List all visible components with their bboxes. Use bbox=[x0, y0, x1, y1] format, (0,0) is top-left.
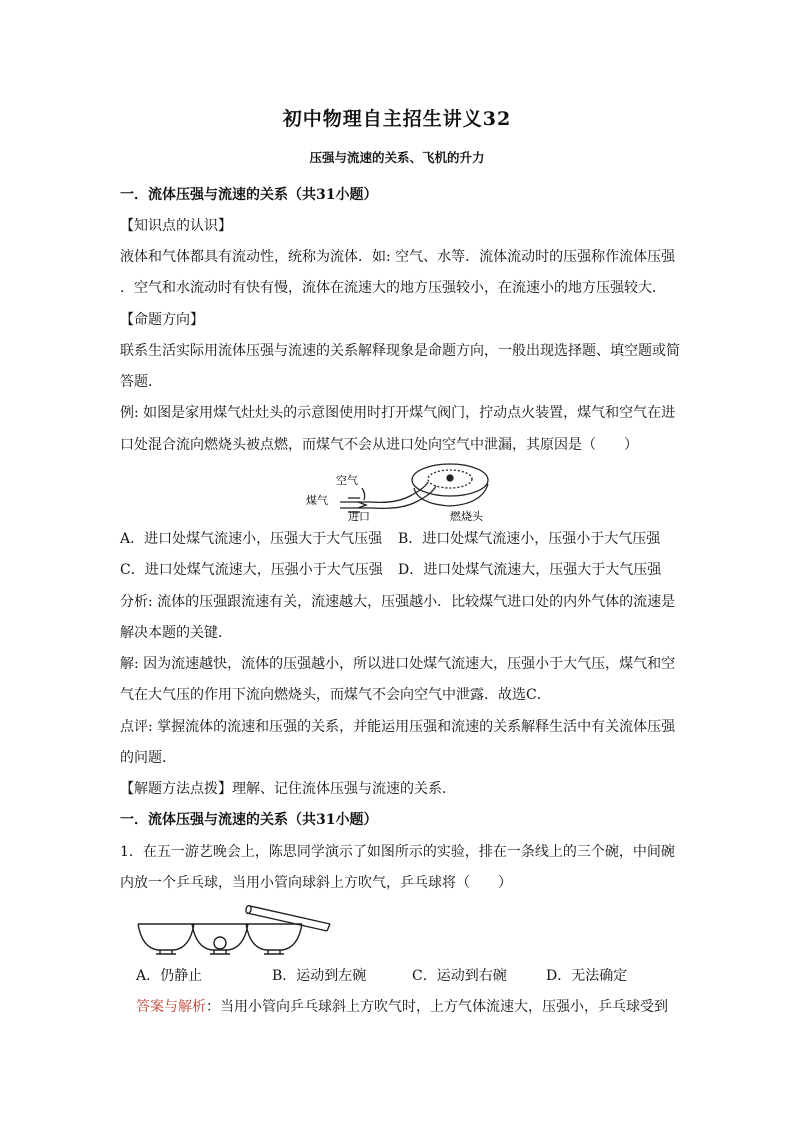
example-text: 例: 如图是家用煤气灶灶头的示意图使用时打开煤气阀门，拧动点火装置，煤气和空气在进 bbox=[120, 405, 676, 421]
method-text: 【解题方法点拨】理解、记住流体压强与流速的关系． bbox=[120, 781, 456, 797]
section-heading: 一．流体压强与流速的关系（共31小题） bbox=[120, 187, 378, 203]
knowledge-text: 液体和气体都具有流动性，统称为流体．如: 空气、水等．流体流动时的压强称作流体压强 bbox=[120, 249, 676, 265]
example-option-d: D．进口处煤气流速大，压强大于大气压强 bbox=[398, 562, 662, 578]
solution-text: 解: 因为流速越快，流体的压强越小，所以进口处煤气流速大，压强小于大气压，煤气和空 bbox=[120, 656, 676, 672]
answer-label: 答案与解析 bbox=[136, 999, 206, 1015]
example-option-c: C．进口处煤气流速大，压强小于大气压强 bbox=[120, 562, 383, 578]
knowledge-label: 【知识点的认识】 bbox=[120, 218, 232, 234]
q1-option-b: B．运动到左碗 bbox=[272, 968, 367, 984]
q1-option-c: C．运动到右碗 bbox=[412, 968, 507, 984]
analysis-text: 解决本题的关键． bbox=[120, 625, 232, 641]
example-option-a: A．进口处煤气流速小，压强大于大气压强 bbox=[120, 531, 383, 547]
question-text: 内放一个乒乓球，当用小管向球斜上方吹气，乒乓球将（ ） bbox=[120, 875, 512, 891]
label-inlet: 进口 bbox=[348, 511, 370, 523]
label-gas: 煤气 bbox=[306, 495, 328, 507]
page-title: 初中物理自主招生讲义32 bbox=[282, 108, 512, 130]
knowledge-text: ．空气和水流动时有快有慢，流体在流速大的地方压强较小，在流速小的地方压强较大． bbox=[120, 280, 666, 296]
q1-option-a: A．仍静止 bbox=[136, 968, 203, 984]
answer-line bbox=[136, 998, 668, 1016]
page-subtitle: 压强与流速的关系、飞机的升力 bbox=[309, 150, 485, 165]
example-option-b: B．进口处煤气流速小，压强小于大气压强 bbox=[398, 531, 661, 547]
direction-text: 联系生活实际用流体压强与流速的关系解释现象是命题方向，一般出现选择题、填空题或简 bbox=[120, 343, 680, 359]
bowls-figure bbox=[136, 898, 336, 960]
gas-stove-figure bbox=[300, 462, 510, 524]
q1-option-d: D．无法确定 bbox=[546, 968, 628, 984]
direction-label: 【命题方向】 bbox=[120, 312, 204, 328]
direction-text: 答题． bbox=[120, 374, 162, 390]
comment-text: 的问题． bbox=[120, 750, 176, 766]
section-heading: 一．流体压强与流速的关系（共31小题） bbox=[120, 812, 378, 828]
answer-text: ：当用小管向乒乓球斜上方吹气时，上方气体流速大，压强小，乒乓球受到 bbox=[206, 999, 668, 1015]
label-air: 空气 bbox=[336, 475, 358, 487]
comment-text: 点评: 掌握流体的流速和压强的关系，并能运用压强和流速的关系解释生活中有关流体压强 bbox=[120, 719, 676, 735]
analysis-text: 分析: 流体的压强跟流速有关，流速越大，压强越小．比较煤气进口处的内外气体的流速是 bbox=[120, 594, 676, 610]
solution-text: 气在大气压的作用下流向燃烧头，而煤气不会向空气中泄露．故选C． bbox=[120, 687, 551, 703]
label-burner: 燃烧头 bbox=[450, 511, 483, 523]
example-text: 口处混合流向燃烧头被点燃，而煤气不会从进口处向空气中泄漏，其原因是（ ） bbox=[120, 437, 638, 453]
question-text: 1．在五一游艺晚会上，陈思同学演示了如图所示的实验，排在一条线上的三个碗，中间碗 bbox=[120, 844, 675, 860]
